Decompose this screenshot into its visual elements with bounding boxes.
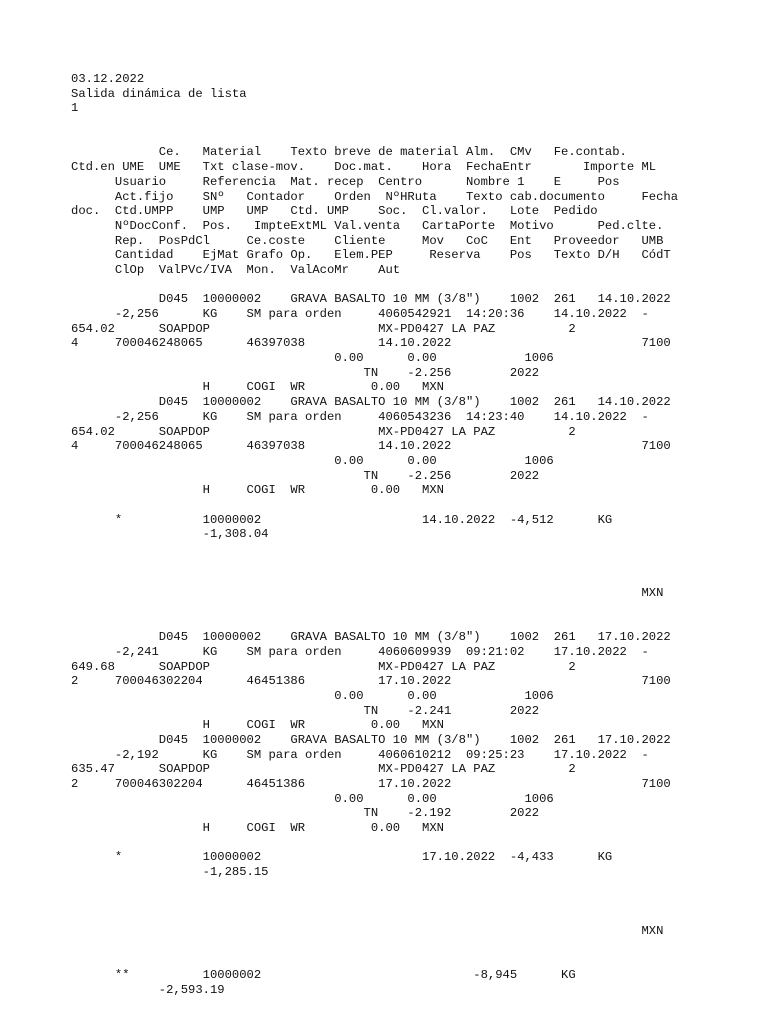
report-line: 0.00 0.00 1006 [71, 351, 554, 366]
report-line: 2 700046302204 46451386 17.10.2022 7100 [71, 674, 671, 689]
report-line: H COGI WR 0.00 MXN [71, 483, 444, 498]
report-line: Rep. PosPdCl Ce.coste Cliente Mov CoC Ent Proveedor UMB [71, 233, 664, 248]
report-line: D045 10000002 GRAVA BASALTO 10 MM (3/8") 1002 261 17.10.2022 [71, 630, 671, 645]
report-line: TN -2.256 2022 [71, 365, 540, 380]
report-line: -2,256 KG SM para orden 4060542921 14:20:36 14.10.2022 - [71, 307, 649, 321]
report-line: Usuario Referencia Mat. recep Centro Nombre 1 E Pos [71, 174, 620, 189]
report-line: doc. Ctd.UMPP UMP UMP Ctd. UMP Soc. Cl.valor. Lote Pedido [71, 204, 598, 219]
report-line: ClOp ValPVc/IVA Mon. ValAcoMr Aut [71, 262, 401, 277]
report-line: ** 10000002 -8,945 KG [71, 967, 576, 982]
report-line [71, 953, 678, 968]
report-line: TN -2.256 2022 [71, 468, 540, 483]
report-line: 649.68 SOAPDOP MX-PD0427 LA PAZ 2 [71, 659, 576, 674]
report-line: H COGI WR 0.00 MXN [71, 380, 444, 395]
report-line: Ce. Material Texto breve de material Alm. CMv Fe.contab. [71, 145, 627, 160]
report-line [71, 895, 678, 910]
report-line: Salida dinámica de lista [71, 86, 247, 101]
report-line [71, 498, 678, 513]
report-line: MXN [71, 923, 664, 938]
report-line [71, 939, 678, 954]
report-line: Act.fijo SNº Contador Orden NºHRuta Texto cab.documento Fecha [71, 189, 679, 204]
report-line: Cantidad EjMat Grafo Op. Elem.PEP Reserva Pos Texto D/H CódT [71, 248, 671, 263]
report-line: -2,256 KG SM para orden 4060543236 14:23:40 14.10.2022 - [71, 409, 649, 424]
report-line: -1,308.04 [71, 527, 269, 542]
report-line [71, 571, 678, 586]
report-line [71, 542, 678, 557]
report-line: MXN [71, 586, 664, 601]
report-line: Ctd.en UME UME Txt clase-mov. Doc.mat. Hora FechaEntr Importe ML [71, 160, 657, 175]
report-line: NºDocConf. Pos. ImpteExtML Val.venta CartaPorte Motivo Ped.clte. [71, 218, 664, 233]
report-line [71, 278, 678, 293]
report-line: D045 10000002 GRAVA BASALTO 10 MM (3/8") 1002 261 14.10.2022 [71, 292, 671, 307]
report-line: 03.12.2022 [71, 72, 145, 86]
report-line: 0.00 0.00 1006 [71, 688, 554, 703]
report-line [71, 615, 678, 630]
report-line: H COGI WR 0.00 MXN [71, 821, 444, 836]
report-line: TN -2.241 2022 [71, 703, 540, 718]
report-line: 4 700046248065 46397038 14.10.2022 7100 [71, 336, 671, 351]
report-line: -2,192 KG SM para orden 4060610212 09:25:23 17.10.2022 - [71, 747, 649, 762]
report-line: -2,241 KG SM para orden 4060609939 09:21:02 17.10.2022 - [71, 644, 649, 659]
report-line [71, 557, 678, 572]
report-line [71, 116, 678, 131]
report-line: 4 700046248065 46397038 14.10.2022 7100 [71, 439, 671, 454]
report-line: 635.47 SOAPDOP MX-PD0427 LA PAZ 2 [71, 762, 576, 777]
report-line: TN -2.192 2022 [71, 806, 540, 821]
report-line: -2,593.19 [71, 982, 225, 997]
report-line: * 10000002 17.10.2022 -4,433 KG [71, 850, 613, 865]
report-line: D045 10000002 GRAVA BASALTO 10 MM (3/8") 1002 261 17.10.2022 [71, 732, 671, 747]
report-line: 0.00 0.00 1006 [71, 791, 554, 806]
report-line: H COGI WR 0.00 MXN [71, 718, 444, 733]
report-listing [71, 72, 678, 997]
report-line: 1 [71, 101, 79, 116]
report-line: 654.02 SOAPDOP MX-PD0427 LA PAZ 2 [71, 321, 576, 336]
report-line: 2 700046302204 46451386 17.10.2022 7100 [71, 777, 671, 791]
report-line [71, 131, 678, 146]
report-line [71, 601, 678, 616]
report-line [71, 880, 678, 895]
report-line: 654.02 SOAPDOP MX-PD0427 LA PAZ 2 [71, 424, 576, 439]
report-line [71, 836, 678, 851]
report-line: -1,285.15 [71, 865, 269, 880]
report-line: 0.00 0.00 1006 [71, 453, 554, 468]
report-line [71, 909, 678, 924]
report-line: D045 10000002 GRAVA BASALTO 10 MM (3/8") 1002 261 14.10.2022 [71, 395, 671, 410]
report-line: * 10000002 14.10.2022 -4,512 KG [71, 512, 613, 527]
